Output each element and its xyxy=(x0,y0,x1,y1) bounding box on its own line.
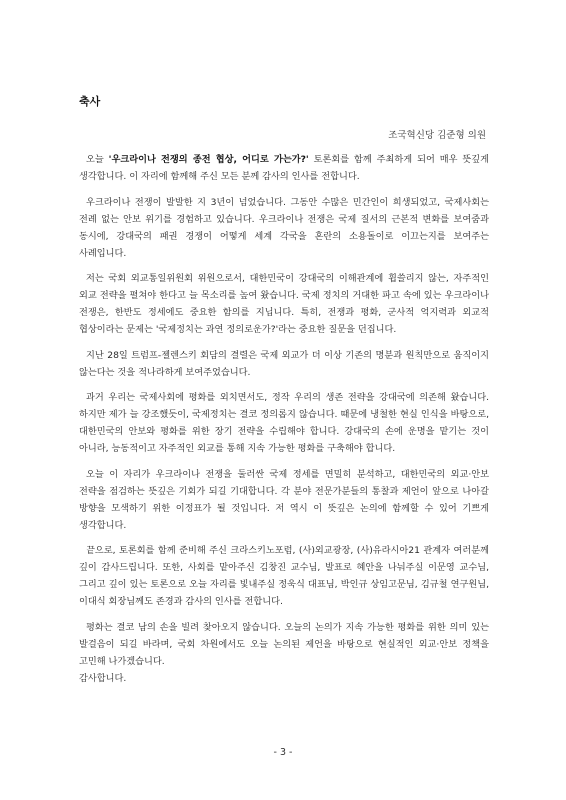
heading: 축사 xyxy=(79,95,101,108)
paragraph-1-rest: 토론회를 함께 주최하게 되어 매우 뜻깊게 생각합니다. 이 자리에 함께해 주신 모든 분께 감사의 인사를 전합니다. xyxy=(79,154,489,182)
paragraph-8: 평화는 결코 남의 손을 빌려 찾아오지 않습니다. 오늘의 논의가 지속 가능한 평화를 위한 의미 있는 발걸음이 되길 바라며, 국회 차원에서도 오늘 논의된 제언을 바탕으로 현실적인 외교·안보 정책을 고민해 나가겠습니다. xyxy=(79,621,489,667)
closing-line: 감사합니다. xyxy=(79,672,127,684)
page-number: - 3 - xyxy=(273,747,293,758)
paragraph-7: 끝으로, 토론회를 함께 준비해 주신 크라스키노포럼, (사)외교광장, (사)유라시아21 관계자 여러분께 깊이 감사드립니다. 또한, 사회를 맡아주신 김창진 교수님, 발표로 혜안을 나눠주실 이문영 교수님, 그리고 깊이 있는 토론으로 오늘 자리를 빛내주실 정욱식 대표님, 박인규 상임고문님, 김규철 연구원님, 이대식 회장님께도 존경과 감사의 인사를 전합니다. xyxy=(79,545,489,607)
author-line: 조국혁신당 김준형 의원 xyxy=(388,130,486,141)
paragraph-6: 오늘 이 자리가 우크라이나 전쟁을 둘러싼 국제 정세를 면밀히 분석하고, 대한민국의 외교·안보 전략을 점검하는 뜻깊은 기회가 되길 기대합니다. 각 분야 전문가분들의 통찰과 제언이 앞으로 나아갈 방향을 모색하기 위한 이정표가 될 것입니다. 저 역시 이 뜻깊은 논의에 함께할 수 있어 기쁘게 생각합니다. xyxy=(79,468,489,531)
paragraph-1 xyxy=(79,151,489,185)
paragraph-3: 저는 국회 외교통일위원회 위원으로서, 대한민국이 강대국의 이해관계에 휩쓸리지 않는, 자주적인 외교 전략을 펼쳐야 한다고 늘 목소리를 높여 왔습니다. 국제 정치의 거대한 파고 속에 있는 우크라이나 전쟁은, 한반도 정세에도 중요한 함의를 지닙니다. 특히, 전쟁과 평화, 군사적 억지력과 외교적 협상이라는 문제는 '국제정치는 과연 정의로운가?'라는 중요한 질문을 던집니다. xyxy=(79,273,489,335)
event-title: '우크라이나 전쟁의 종전 협상, 어디로 가는가?' xyxy=(108,154,309,165)
paragraph-5: 과거 우리는 국제사회에 평화를 외치면서도, 정작 우리의 생존 전략을 강대국에 의존해 왔습니다. 하지만 제가 늘 강조했듯이, 국제정치는 결코 정의롭지 않습니다. 때문에 냉철한 현실 인식을 바탕으로, 대한민국의 안보와 평화를 위한 장기 전략을 수립해야 합니다. 강대국의 손에 운명을 맡기는 것이 아니라, 능동적이고 자주적인 외교를 통해 지속 가능한 평화를 구축해야 합니다. xyxy=(79,392,489,454)
document-body xyxy=(79,151,489,687)
paragraph-2: 우크라이나 전쟁이 발발한 지 3년이 넘었습니다. 그동안 수많은 민간인이 희생되었고, 국제사회는 전례 없는 안보 위기를 경험하고 있습니다. 우크라이나 전쟁은 국제 질서의 근본적 변화를 보여줌과 동시에, 강대국의 패권 경쟁이 어떻게 세계 각국을 혼란의 소용돌이로 이끄는지를 보여주는 사례입니다. xyxy=(79,196,489,259)
paragraph-4: 지난 28일 트럼프-젤렌스키 회담의 결렬은 국제 외교가 더 이상 기존의 명분과 원칙만으로 움직이지 않는다는 것을 적나라하게 보여주었습니다. xyxy=(79,349,489,378)
paragraph-1-lead: 오늘 xyxy=(86,154,109,165)
